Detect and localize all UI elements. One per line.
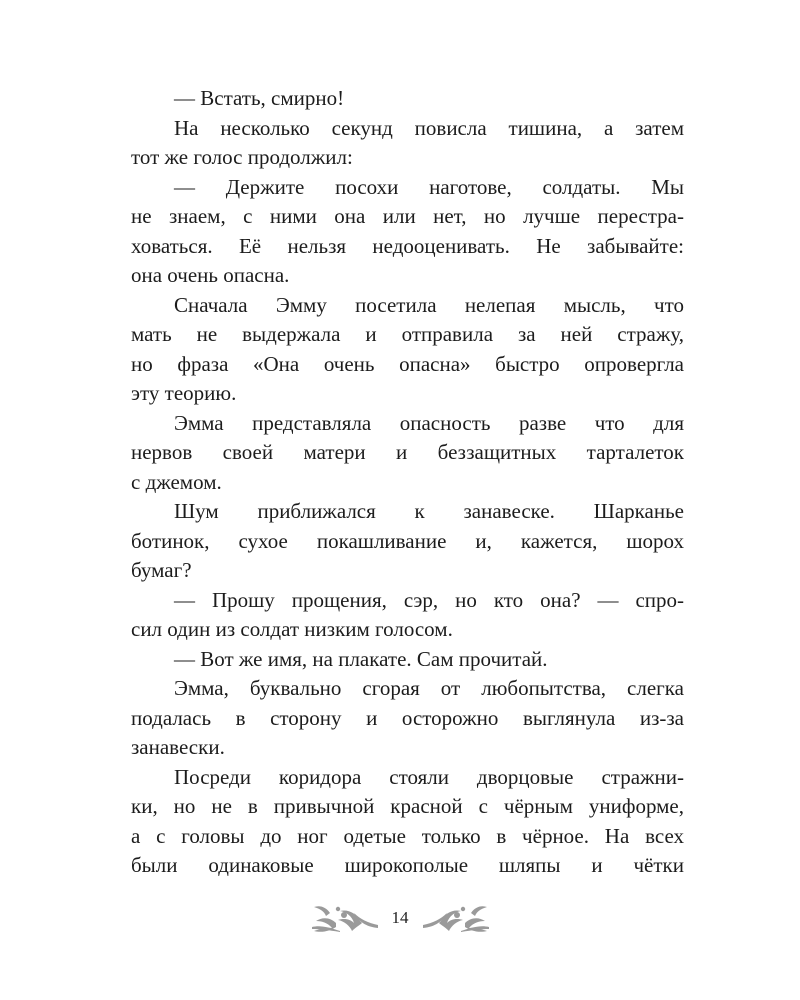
text-line: На несколько секунд повисла тишина, а затем [174, 115, 684, 140]
text-line: Эмма представляла опасность разве что для [174, 410, 684, 435]
text-line: — Встать, смирно! [174, 86, 345, 110]
page-body [131, 84, 684, 881]
page-number: 14 [391, 908, 409, 927]
floral-ornament-icon [421, 901, 491, 935]
text-line: мать не выдержала и отправила за ней стражу, [131, 322, 684, 346]
text-line: ботинок, сухое покашливание и, кажется, шорох [131, 528, 684, 553]
text-line: — Держите посохи наготове, солдаты. Мы [174, 174, 684, 199]
text-line: Посреди коридора стояли дворцовые стражни- [174, 764, 684, 789]
text-line: эту теорию. [131, 381, 237, 405]
text-line: нервов своей матери и беззащитных тарталеток [131, 440, 684, 464]
text-line: подалась в сторону и осторожно выглянула из-за [131, 705, 684, 730]
text-line: ки, но не в привычной красной с чёрным униформе, [131, 794, 684, 818]
text-line: а с головы до ног одетые только в чёрное. На всех [131, 823, 684, 848]
text-line: занавески. [131, 735, 225, 759]
text-line: Сначала Эмму посетила нелепая мысль, что [174, 292, 684, 317]
text-line: с джемом. [131, 469, 222, 494]
page-footer [0, 898, 800, 938]
text-line: Эмма, буквально сгорая от любопытства, слегка [174, 676, 684, 700]
text-line: но фраза «Она очень опасна» быстро опровергла [131, 351, 684, 376]
text-line: — Прошу прощения, сэр, но кто она? — спро- [174, 587, 684, 612]
text-line: бумаг? [131, 558, 192, 582]
text-line: она очень опасна. [131, 263, 290, 287]
text-line: — Вот же имя, на плакате. Сам прочитай. [174, 646, 548, 671]
text-line: были одинаковые широкополые шляпы и чётки [131, 853, 684, 877]
text-line: сил один из солдат низким голосом. [131, 617, 453, 641]
text-line: Шум приближался к занавеске. Шарканье [174, 499, 684, 523]
text-line: тот же голос продолжил: [131, 145, 353, 169]
floral-ornament-icon [310, 901, 380, 935]
text-line: ховаться. Её нельзя недооценивать. Не забывайте: [131, 233, 684, 258]
text-line: не знаем, с ними она или нет, но лучше перестра- [131, 204, 684, 228]
